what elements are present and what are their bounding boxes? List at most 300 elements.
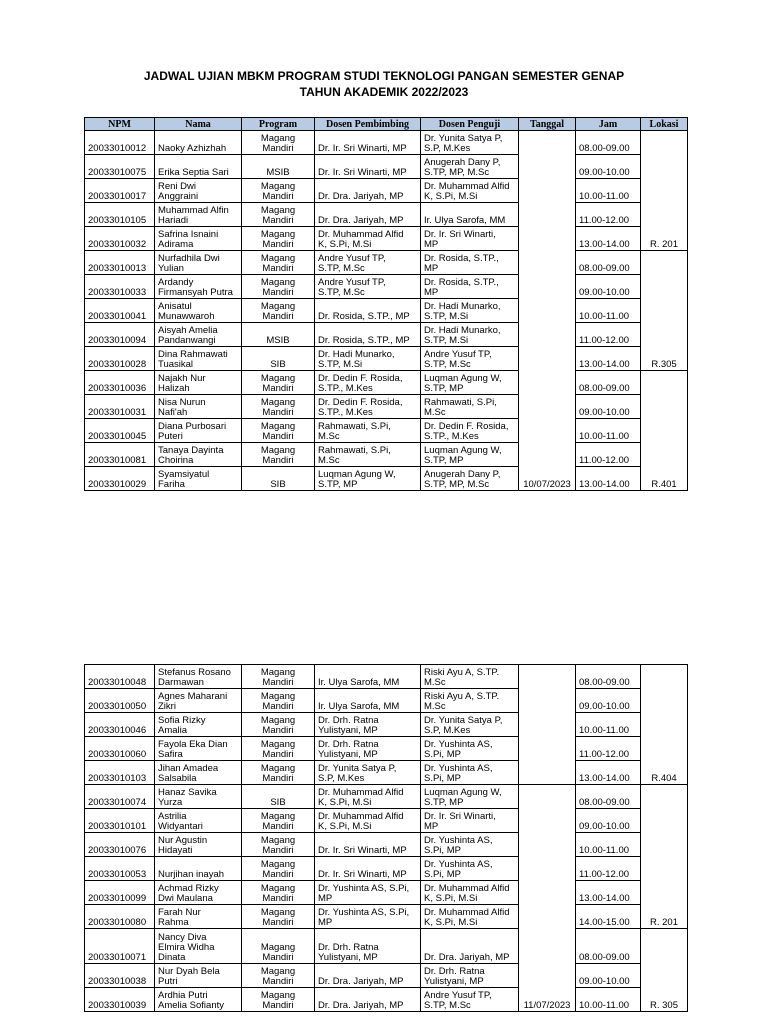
pembimbing-cell (315, 275, 421, 299)
table-header-row (85, 118, 688, 131)
nama-cell-line: Jihan Amadea (158, 763, 219, 774)
table-row (85, 347, 688, 371)
penguji-cell (421, 227, 519, 251)
jam-cell: 09.00-10.00 (576, 275, 641, 299)
program-cell-line: Mandiri (262, 821, 294, 832)
penguji-cell-line: MP (424, 287, 439, 298)
schedule-table-1 (84, 117, 688, 491)
npm-cell: 20033010105 (85, 203, 155, 227)
penguji-cell-line: Luqman Agung W, (424, 373, 502, 384)
penguji-cell-line: S.TP, M.Sc (424, 1000, 471, 1011)
nama-cell-line: Najakh Nur (158, 373, 206, 384)
program-cell-line: Mandiri (262, 1000, 294, 1011)
pembimbing-cell (315, 737, 421, 761)
program-cell-line: Mandiri (262, 143, 294, 154)
program-cell-line: Magang (260, 691, 296, 702)
nama-cell (155, 665, 242, 689)
program-cell (242, 833, 315, 857)
jam-cell: 13.00-14.00 (576, 761, 641, 785)
penguji-cell-line: Luqman Agung W, (424, 787, 502, 798)
nama-cell-line: Erika Septia Sari (158, 167, 229, 178)
penguji-cell (421, 395, 519, 419)
pembimbing-cell (315, 419, 421, 443)
penguji-cell-line: S.Pi, MP (424, 845, 461, 856)
npm-cell: 20033010039 (85, 988, 155, 1012)
pembimbing-cell-line: MP (318, 893, 333, 904)
program-cell-line: Mandiri (262, 845, 294, 856)
nama-cell-line: Fariha (158, 479, 185, 490)
program-cell (242, 347, 315, 371)
penguji-cell (421, 155, 519, 179)
penguji-cell (421, 443, 519, 467)
tanggal-cell: 10/07/2023 (519, 131, 576, 491)
program-cell (242, 467, 315, 491)
nama-cell (155, 785, 242, 809)
nama-cell (155, 988, 242, 1012)
jam-cell: 08.00-09.00 (576, 251, 641, 275)
pembimbing-cell (315, 833, 421, 857)
program-cell-line: Mandiri (262, 215, 294, 226)
table-row (85, 689, 688, 713)
npm-cell: 20033010094 (85, 323, 155, 347)
pembimbing-cell (315, 689, 421, 713)
penguji-cell-line: Dr. Yushinta AS, (424, 835, 493, 846)
program-cell-line: Magang (260, 133, 296, 144)
program-cell-line: Mandiri (262, 239, 294, 250)
pembimbing-cell (315, 155, 421, 179)
program-cell-line: Magang (260, 229, 296, 240)
pembimbing-cell-line: S.TP., M.Kes (318, 407, 373, 418)
program-cell (242, 857, 315, 881)
program-cell (242, 131, 315, 155)
program-cell-line: Mandiri (262, 749, 294, 760)
program-cell (242, 203, 315, 227)
pembimbing-cell (315, 785, 421, 809)
table-row (85, 809, 688, 833)
pembimbing-cell-line: Dr. Muhammad Alfid (318, 787, 404, 798)
table-row (85, 419, 688, 443)
penguji-cell-line: S.TP, MP (424, 797, 464, 808)
nama-cell-line: Salsabila (158, 773, 197, 784)
nama-cell (155, 737, 242, 761)
penguji-cell-line: Dr. Dra. Jariyah, MP (424, 952, 510, 963)
pembimbing-cell-line: Dr. Muhammad Alfid (318, 229, 404, 240)
pembimbing-cell (315, 251, 421, 275)
jam-cell: 10.00-11.00 (576, 988, 641, 1012)
pembimbing-cell (315, 905, 421, 929)
nama-cell-line: Adirama (158, 239, 194, 250)
jam-cell: 09.00-10.00 (576, 395, 641, 419)
jam-cell: 11.00-12.00 (576, 443, 641, 467)
pembimbing-cell-line: K, S.Pi, M.Si (318, 239, 372, 250)
program-cell-line: Mandiri (262, 917, 294, 928)
jam-cell: 10.00-11.00 (576, 419, 641, 443)
penguji-cell-line: Dr. Dedin F. Rosida, (424, 421, 509, 432)
npm-cell: 20033010103 (85, 761, 155, 785)
penguji-cell (421, 323, 519, 347)
nama-cell (155, 275, 242, 299)
pembimbing-cell (315, 443, 421, 467)
penguji-cell (421, 131, 519, 155)
nama-cell (155, 467, 242, 491)
program-cell-line: Magang (260, 667, 296, 678)
table-row (85, 227, 688, 251)
nama-cell-line: Tuasikal (158, 359, 194, 370)
pembimbing-cell-line: Yulistyani, MP (318, 952, 378, 963)
program-cell (242, 275, 315, 299)
program-cell-line: Mandiri (262, 407, 294, 418)
table-row (85, 881, 688, 905)
penguji-cell-line: S.TP, MP (424, 383, 464, 394)
program-cell-line: Mandiri (262, 869, 294, 880)
table-row (85, 988, 688, 1012)
nama-cell-line: Choirina (158, 455, 194, 466)
pembimbing-cell (315, 761, 421, 785)
program-cell-line: SIB (270, 359, 286, 370)
nama-cell-line: Yurza (158, 797, 183, 808)
nama-cell-line: Zikri (158, 701, 176, 712)
penguji-cell-line: S.TP, M.Si (424, 311, 469, 322)
penguji-cell (421, 905, 519, 929)
table-row (85, 203, 688, 227)
nama-cell-line: Muhammad Alfin (158, 205, 229, 216)
nama-cell-line: Yulian (158, 263, 184, 274)
program-cell-line: Magang (260, 715, 296, 726)
nama-cell-line: Achmad Rizky (158, 883, 219, 894)
table-row (85, 155, 688, 179)
program-cell-line: Mandiri (262, 725, 294, 736)
pembimbing-cell-line: Yulistyani, MP (318, 749, 378, 760)
npm-cell: 20033010053 (85, 857, 155, 881)
penguji-cell-line: S.Pi, MP (424, 749, 461, 760)
penguji-cell (421, 737, 519, 761)
pembimbing-cell-line: MP (318, 917, 333, 928)
penguji-cell-line: Dr. Muhammad Alfid (424, 883, 510, 894)
program-cell-line: MSIB (266, 335, 290, 346)
header-lokasi: Lokasi (641, 118, 688, 131)
nama-cell-line: Aisyah Amelia (158, 325, 218, 336)
program-cell-line: Magang (260, 253, 296, 264)
program-cell-line: Mandiri (262, 311, 294, 322)
pembimbing-cell (315, 299, 421, 323)
program-cell (242, 988, 315, 1012)
npm-cell: 20033010050 (85, 689, 155, 713)
program-cell (242, 929, 315, 964)
table-row (85, 713, 688, 737)
pembimbing-cell-line: Yulistyani, MP (318, 725, 378, 736)
program-cell (242, 299, 315, 323)
lokasi-cell: R.404 (641, 665, 688, 785)
program-cell-line: SIB (270, 479, 286, 490)
npm-cell: 20033010071 (85, 929, 155, 964)
nama-cell-line: Syamsiyatul (158, 469, 210, 480)
penguji-cell-line: M.Sc (424, 701, 446, 712)
pembimbing-cell-line: Dr. Drh. Ratna (318, 739, 379, 750)
lokasi-cell: R.305 (641, 251, 688, 371)
nama-cell (155, 347, 242, 371)
nama-cell (155, 395, 242, 419)
program-cell-line: Magang (260, 373, 296, 384)
pembimbing-cell-line: M.Sc (318, 431, 340, 442)
document-title-line1: JADWAL UJIAN MBKM PROGRAM STUDI TEKNOLOGI PANGAN SEMESTER GENAP (143, 69, 625, 83)
penguji-cell (421, 833, 519, 857)
penguji-cell-line: S.P, M.Kes (424, 143, 471, 154)
program-cell-line: Mandiri (262, 287, 294, 298)
nama-cell (155, 713, 242, 737)
pembimbing-cell-line: Dr. Dra. Jariyah, MP (318, 191, 404, 202)
nama-cell-line: Diana Purbosari (158, 421, 227, 432)
header-program: Program (242, 118, 315, 131)
nama-cell-line: Stefanus Rosano (158, 667, 231, 678)
penguji-cell-line: S.TP., M.Kes (424, 431, 479, 442)
jam-cell: 11.00-12.00 (576, 737, 641, 761)
nama-cell-line: Amelia Sofianty (158, 1000, 225, 1011)
program-cell (242, 665, 315, 689)
npm-cell: 20033010074 (85, 785, 155, 809)
penguji-cell-line: MP (424, 263, 439, 274)
nama-cell-line: Safrina Isnaini (158, 229, 219, 240)
header-jam: Jam (576, 118, 641, 131)
nama-cell-line: Reni Dwi (158, 181, 197, 192)
penguji-cell (421, 785, 519, 809)
lokasi-cell: R. 201 (641, 785, 688, 929)
nama-cell-line: Nur Dyah Bela (158, 966, 220, 977)
program-cell (242, 881, 315, 905)
program-cell (242, 737, 315, 761)
program-cell-line: Mandiri (262, 893, 294, 904)
pembimbing-cell (315, 227, 421, 251)
nama-cell (155, 299, 242, 323)
nama-cell (155, 833, 242, 857)
pembimbing-cell-line: K, S.Pi, M.Si (318, 797, 372, 808)
lokasi-cell: R.401 (641, 371, 688, 491)
table-row (85, 785, 688, 809)
program-cell (242, 179, 315, 203)
program-cell-line: Magang (260, 811, 296, 822)
jam-cell: 08.00-09.00 (576, 665, 641, 689)
npm-cell: 20033010101 (85, 809, 155, 833)
nama-cell (155, 227, 242, 251)
penguji-cell-line: Rahmawati, S.Pi, (424, 397, 497, 408)
table-row (85, 299, 688, 323)
jam-cell: 08.00-09.00 (576, 371, 641, 395)
npm-cell: 20033010048 (85, 665, 155, 689)
nama-cell (155, 251, 242, 275)
nama-cell-line: Ardandy (158, 277, 194, 288)
header-nama: Nama (155, 118, 242, 131)
program-cell (242, 155, 315, 179)
penguji-cell-line: S.TP, MP, M.Sc (424, 479, 490, 490)
pembimbing-cell (315, 713, 421, 737)
nama-cell-line: Anggraini (158, 191, 199, 202)
pembimbing-cell-line: Dr. Dra. Jariyah, MP (318, 215, 404, 226)
nama-cell-line: Hanaz Savika (158, 787, 217, 798)
nama-cell-line: Darmawan (158, 677, 204, 688)
pembimbing-cell-line: Dr. Drh. Ratna (318, 715, 379, 726)
program-cell-line: MSIB (266, 167, 290, 178)
program-cell-line: Magang (260, 181, 296, 192)
penguji-cell-line: Dr. Yushinta AS, (424, 763, 493, 774)
jam-cell: 10.00-11.00 (576, 713, 641, 737)
nama-cell-line: Nurfadhila Dwi (158, 253, 220, 264)
penguji-cell-line: Dr. Yushinta AS, (424, 859, 493, 870)
table-row (85, 905, 688, 929)
nama-cell-line: Puteri (158, 431, 183, 442)
penguji-cell-line: Riski Ayu A, S.TP. (424, 691, 500, 702)
header-npm: NPM (85, 118, 155, 131)
pembimbing-cell-line: Ir. Ulya Sarofa, MM (318, 677, 400, 688)
pembimbing-cell (315, 347, 421, 371)
penguji-cell-line: Dr. Hadi Munarko, (424, 325, 501, 336)
header-tanggal: Tanggal (519, 118, 576, 131)
nama-cell-line: Hidayati (158, 845, 193, 856)
program-cell-line: Magang (260, 421, 296, 432)
program-cell-line: Magang (260, 942, 296, 953)
program-cell-line: Magang (260, 990, 296, 1001)
program-cell (242, 964, 315, 988)
pembimbing-cell-line: Ir. Ulya Sarofa, MM (318, 701, 400, 712)
nama-cell (155, 203, 242, 227)
nama-cell-line: Nur Agustin (158, 835, 208, 846)
jam-cell: 11.00-12.00 (576, 203, 641, 227)
penguji-cell-line: S.TP, MP, M.Sc (424, 167, 490, 178)
pembimbing-cell (315, 665, 421, 689)
program-cell (242, 809, 315, 833)
table-row (85, 443, 688, 467)
penguji-cell-line: S.TP, M.Si (424, 335, 469, 346)
program-cell (242, 227, 315, 251)
npm-cell: 20033010045 (85, 419, 155, 443)
npm-cell: 20033010075 (85, 155, 155, 179)
penguji-cell (421, 347, 519, 371)
jam-cell: 10.00-11.00 (576, 179, 641, 203)
table-row (85, 929, 688, 964)
program-cell-line: Mandiri (262, 773, 294, 784)
npm-cell: 20033010080 (85, 905, 155, 929)
pembimbing-cell-line: Dr. Dedin F. Rosida, (318, 373, 403, 384)
npm-cell: 20033010017 (85, 179, 155, 203)
npm-cell: 20033010081 (85, 443, 155, 467)
penguji-cell (421, 964, 519, 988)
penguji-cell (421, 371, 519, 395)
program-cell (242, 905, 315, 929)
nama-cell-line: Elmira Widha (158, 942, 215, 953)
penguji-cell-line: Dr. Ir. Sri Winarti, (424, 229, 496, 240)
program-cell-line: Mandiri (262, 701, 294, 712)
pembimbing-cell-line: Dr. Drh. Ratna (318, 942, 379, 953)
nama-cell (155, 155, 242, 179)
nama-cell-line: Rahma (158, 917, 189, 928)
penguji-cell-line: S.P, M.Kes (424, 725, 471, 736)
tanggal-cell (519, 665, 576, 785)
nama-cell-line: Farah Nur (158, 907, 201, 918)
header-dosen-penguji: Dosen Penguji (421, 118, 519, 131)
pembimbing-cell-line: Andre Yusuf TP, (318, 253, 386, 264)
penguji-cell-line: Yulistyani, MP (424, 976, 484, 987)
nama-cell-line: Dina Rahmawati (158, 349, 228, 360)
penguji-cell (421, 299, 519, 323)
nama-cell (155, 905, 242, 929)
penguji-cell-line: Dr. Hadi Munarko, (424, 301, 501, 312)
penguji-cell-line: K, S.Pi, M.Si (424, 893, 478, 904)
jam-cell: 08.00-09.00 (576, 929, 641, 964)
pembimbing-cell-line: S.TP., M.Kes (318, 383, 373, 394)
nama-cell-line: Fayola Eka Dian (158, 739, 228, 750)
npm-cell: 20033010076 (85, 833, 155, 857)
penguji-cell-line: M.Sc (424, 677, 446, 688)
program-cell (242, 761, 315, 785)
penguji-cell (421, 665, 519, 689)
program-cell-line: Mandiri (262, 191, 294, 202)
program-cell-line: Magang (260, 907, 296, 918)
penguji-cell (421, 689, 519, 713)
penguji-cell (421, 881, 519, 905)
penguji-cell-line: Andre Yusuf TP, (424, 990, 492, 1001)
nama-cell-line: Firmansyah Putra (158, 287, 233, 298)
penguji-cell (421, 761, 519, 785)
table-row (85, 964, 688, 988)
program-cell (242, 443, 315, 467)
npm-cell: 20033010028 (85, 347, 155, 371)
nama-cell-line: Ardhia Putri (158, 990, 208, 1001)
jam-cell: 10.00-11.00 (576, 299, 641, 323)
penguji-cell-line: S.TP, M.Sc (424, 359, 471, 370)
jam-cell: 10.00-11.00 (576, 833, 641, 857)
pembimbing-cell-line: Dr. Ir. Sri Winarti, MP (318, 143, 407, 154)
pembimbing-cell (315, 203, 421, 227)
pembimbing-cell (315, 131, 421, 155)
npm-cell: 20033010046 (85, 713, 155, 737)
penguji-cell-line: S.TP, MP (424, 455, 464, 466)
penguji-cell-line: M.Sc (424, 407, 446, 418)
table-row (85, 251, 688, 275)
pembimbing-cell-line: S.P, M.Kes (318, 773, 365, 784)
nama-cell-line: Putri (158, 976, 178, 987)
nama-cell-line: Nafi'ah (158, 407, 188, 418)
table-row (85, 395, 688, 419)
jam-cell: 09.00-10.00 (576, 809, 641, 833)
pembimbing-cell-line: Dr. Ir. Sri Winarti, MP (318, 845, 407, 856)
nama-cell-line: Naoky Azhizhah (158, 143, 227, 154)
penguji-cell-line: Dr. Ir. Sri Winarti, (424, 811, 496, 822)
npm-cell: 20033010099 (85, 881, 155, 905)
penguji-cell-line: Dr. Yushinta AS, (424, 739, 493, 750)
npm-cell: 20033010038 (85, 964, 155, 988)
npm-cell: 20033010012 (85, 131, 155, 155)
nama-cell-line: Nancy Diva (158, 932, 207, 943)
table-row (85, 131, 688, 155)
penguji-cell-line: Dr. Muhammad Alfid (424, 181, 510, 192)
pembimbing-cell-line: Dr. Yushinta AS, S.Pi, (318, 907, 410, 918)
table-row (85, 737, 688, 761)
jam-cell: 09.00-10.00 (576, 689, 641, 713)
header-dosen-pembimbing: Dosen Pembimbing (315, 118, 421, 131)
penguji-cell-line: Dr. Yunita Satya P, (424, 133, 503, 144)
penguji-cell-line: Dr. Rosida, S.TP., (424, 277, 499, 288)
table-row (85, 179, 688, 203)
npm-cell: 20033010013 (85, 251, 155, 275)
pembimbing-cell (315, 988, 421, 1012)
program-cell-line: Magang (260, 739, 296, 750)
penguji-cell-line: MP (424, 821, 439, 832)
penguji-cell (421, 251, 519, 275)
program-cell-line: Mandiri (262, 455, 294, 466)
program-cell-line: Magang (260, 859, 296, 870)
penguji-cell (421, 203, 519, 227)
nama-cell-line: Nisa Nurun (158, 397, 206, 408)
pembimbing-cell-line: Dr. Yunita Satya P, (318, 763, 397, 774)
npm-cell: 20033010032 (85, 227, 155, 251)
